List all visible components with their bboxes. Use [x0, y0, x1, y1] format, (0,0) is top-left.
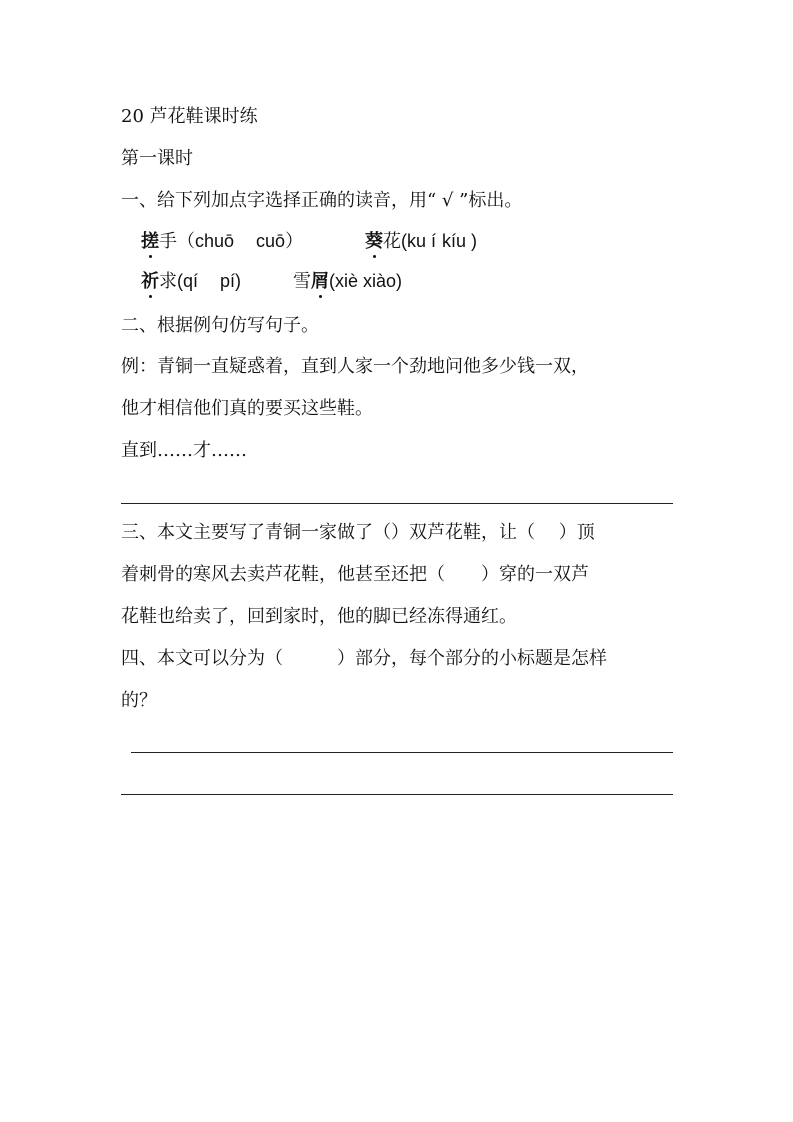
q1-item-3: 祈求(qí pí)	[141, 271, 242, 292]
q3-line3: 花鞋也给卖了，回到家时，他的脚已经冻得通红。	[121, 606, 517, 627]
q4-line1: 四、本文可以分为（ ）部分，每个部分的小标题是怎样	[121, 648, 607, 669]
answer-line[interactable]	[121, 503, 673, 504]
q3-line2: 着刺骨的寒风去卖芦花鞋，他甚至还把（ ）穿的一双芦	[121, 564, 589, 585]
page-title: 20 芦花鞋课时练	[121, 106, 258, 127]
answer-line[interactable]	[131, 752, 673, 753]
dotted-char: 葵	[365, 231, 383, 252]
q2-example-line1: 例：青铜一直疑惑着，直到人家一个劲地问他多少钱一双，	[121, 356, 589, 377]
q1-item-2: 葵花(ku í kíu )	[365, 231, 478, 252]
q1-item-1: 搓手（chuō cuō）	[141, 231, 304, 252]
q4-line2: 的？	[121, 690, 157, 711]
q1-heading: 一、给下列加点字选择正确的读音，用“ √ ”标出。	[121, 190, 523, 211]
dotted-char: 搓	[141, 231, 159, 252]
dotted-char: 屑	[311, 271, 329, 292]
q3-line1: 三、本文主要写了青铜一家做了（）双芦花鞋，让（ ）顶	[121, 522, 595, 543]
answer-line[interactable]	[121, 794, 673, 795]
lesson-label: 第一课时	[121, 148, 193, 169]
dotted-char: 祈	[141, 271, 159, 292]
q2-example-line2: 他才相信他们真的要买这些鞋。	[121, 398, 373, 419]
q2-heading: 二、根据例句仿写句子。	[121, 315, 319, 336]
q1-item-4: 雪屑(xiè xiào)	[293, 271, 403, 292]
q2-pattern: 直到……才……	[121, 440, 247, 461]
